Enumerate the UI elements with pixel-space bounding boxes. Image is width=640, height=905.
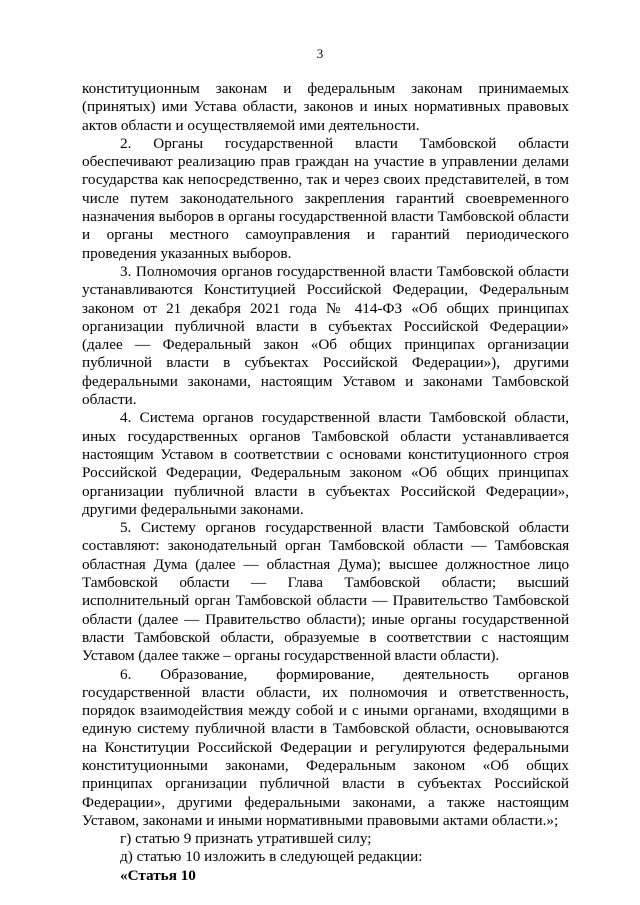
page-number: 3 (316, 46, 324, 61)
paragraph-5: 5. Систему органов государственной власти Тамбовской области составляют: законодательный орган Тамбовской области — Тамбовская областная Дума (далее — областная Дума); высшее должностное лицо Тамбовской области — Глава Тамбовской области; высший исполнительный орган Тамбовской области — Правительство Тамбовской области (далее — Правительство области); иные органы государственной власти Тамбовской области, образуемые в соответствии с настоящим Уставом (далее также – органы государственной власти области). (82, 519, 569, 665)
paragraph-2: 2. Органы государственной власти Тамбовской области обеспечивают реализацию прав граждан на участие в управлении делами государства как непосредственно, так и через своих представителей, в том числе путем законодательного закрепления гарантий своевременного назначения выборов в органы государственной власти Тамбовской области и органы местного самоуправления и гарантий периодического проведения указанных выборов. (82, 134, 569, 262)
amendment-item-g: г) статью 9 признать утратившей силу; (120, 830, 372, 848)
document-body (82, 80, 569, 885)
article-heading: «Статья 10 (120, 866, 196, 884)
amendment-item-d: д) статью 10 изложить в следующей редакции: (120, 848, 423, 866)
paragraph-6: 6. Образование, формирование, деятельность органов государственной власти области, их полномочия и ответственность, порядок взаимодействия между собой и с иными органами, входящими в единую систему публичной власти в Тамбовской области, основываются на Конституции Российской Федерации и регулируются федеральными конституционными законами, Федеральным законом «Об общих принципах организации публичной власти в субъектах Российской Федерации», другими федеральными законами, а также настоящим Уставом, законами и иными нормативными правовыми актами области.»; (82, 665, 569, 829)
paragraph-4: 4. Система органов государственной власти Тамбовской области, иных государственных органов Тамбовской области устанавливается настоящим Уставом в соответствии с основами конституционного строя Российской Федерации, Федеральным законом «Об общих принципах организации публичной власти в субъектах Российской Федерации», другими федеральными законами. (82, 409, 569, 518)
paragraph-continuation: конституционным законам и федеральным законам принимаемых (принятых) ими Устава области, законов и иных нормативных правовых актов области и осуществляемой ими деятельности. (82, 80, 569, 134)
paragraph-3: 3. Полномочия органов государственной власти Тамбовской области устанавливаются Конституцией Российской Федерации, Федеральным законом от 21 декабря 2021 года № 414-ФЗ «Об общих принципах организации публичной власти в субъектах Российской Федерации» (далее — Федеральный закон «Об общих принципах организации публичной власти в субъектах Российской Федерации»), другими федеральными законами, настоящим Уставом и законами Тамбовской области. (82, 262, 569, 409)
